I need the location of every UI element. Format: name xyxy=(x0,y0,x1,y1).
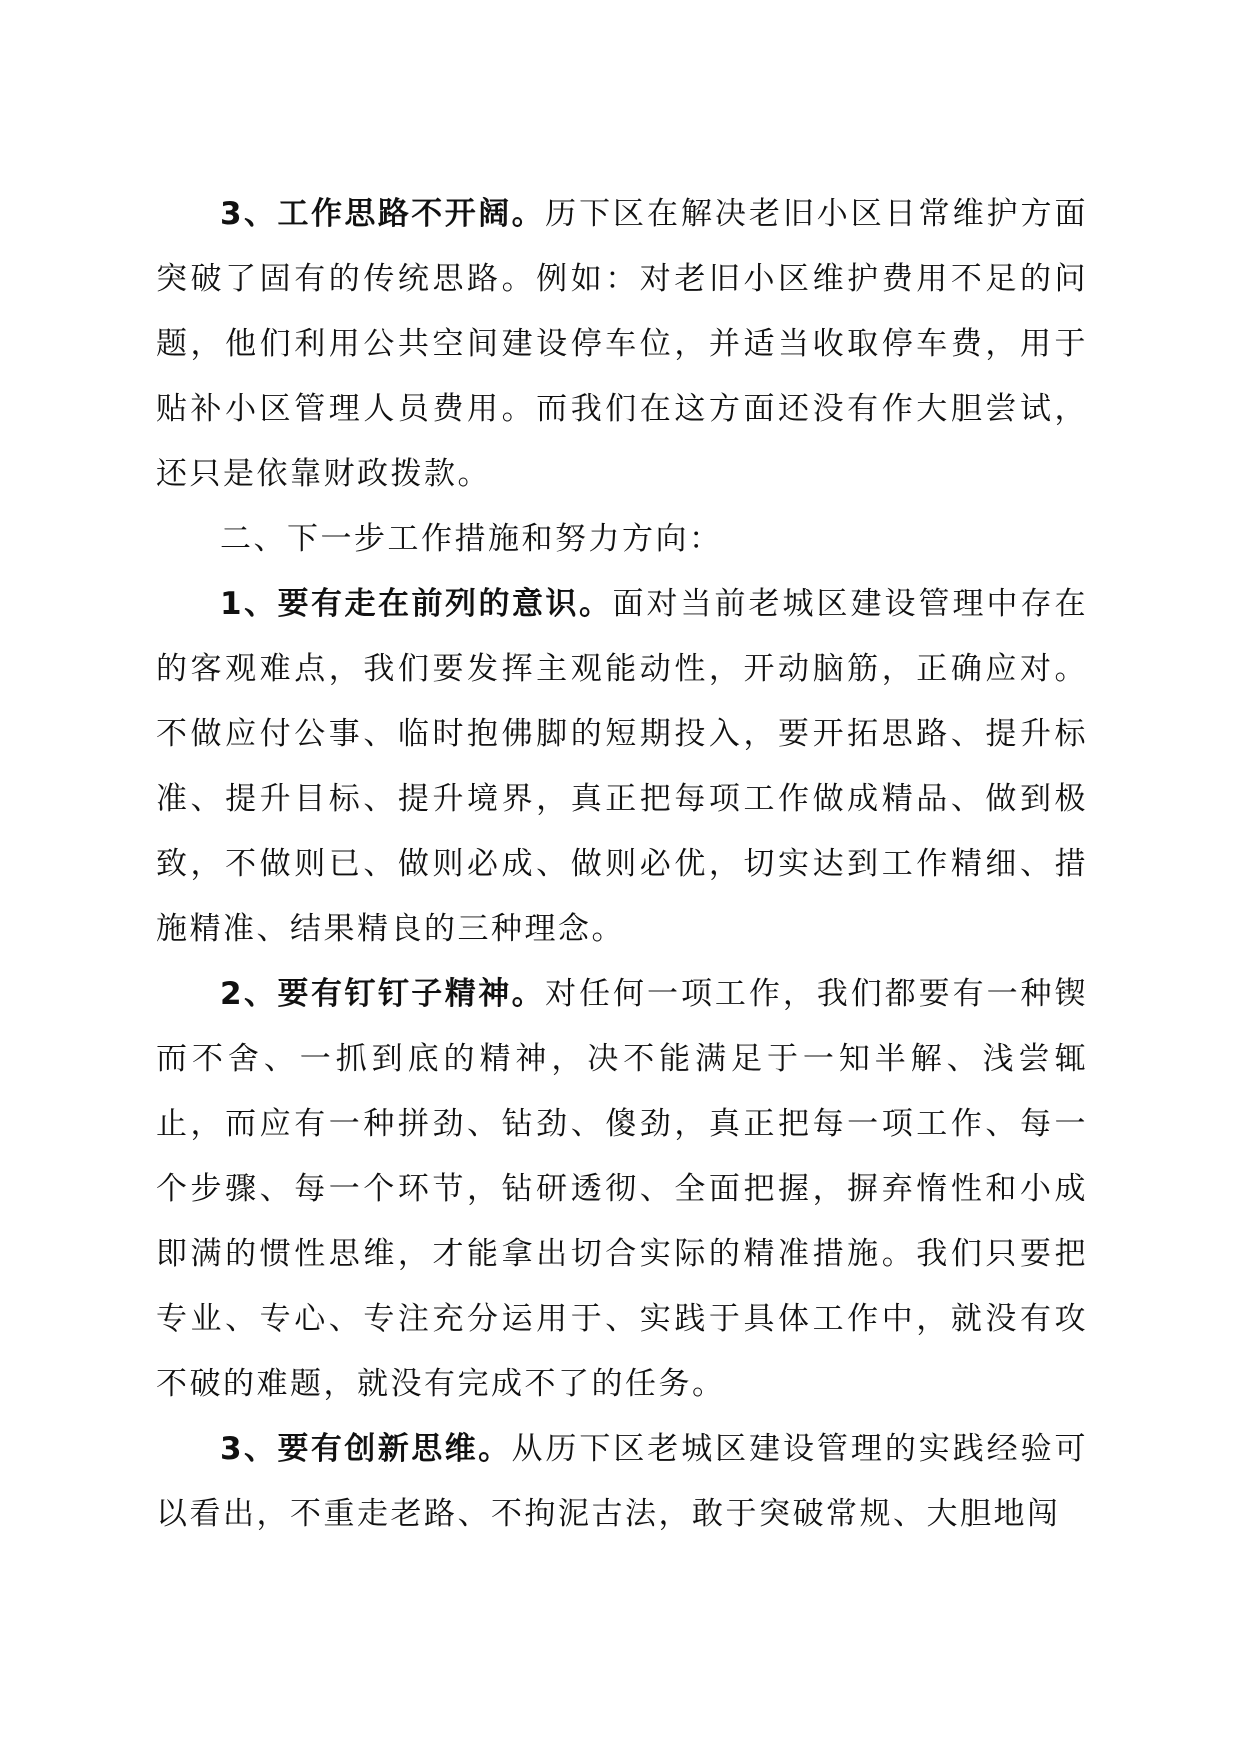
paragraph-lead: 3、工作思路不开阔。 xyxy=(220,196,546,232)
paragraph-text: 历下区在解决老旧小区日常维护方面突破了固有的传统思路。例如：对老旧小区维护费用不足的问题，他们利用公共空间建设停车位，并适当收取停车费，用于贴补小区管理人员费用。而我们在这方面还没有作大胆尝试，还只是依靠财政拨款。 xyxy=(156,196,1088,492)
paragraph-work-approach xyxy=(156,182,1088,507)
paragraph-text: 从历下区老城区建设管理的实践经验可以看出，不重走老路、不拘泥古法，敢于突破常规、大胆地闯 xyxy=(156,1431,1089,1532)
paragraph-lead: 3、要有创新思维。 xyxy=(220,1431,512,1467)
section-heading-next-steps xyxy=(156,507,1088,572)
paragraph-innovation xyxy=(156,1417,1088,1547)
paragraph-text: 对任何一项工作，我们都要有一种锲而不舍、一抓到底的精神，决不能满足于一知半解、浅尝辄止，而应有一种拼劲、钻劲、傻劲，真正把每一项工作、每一个步骤、每一个环节，钻研透彻、全面把握，摒弃惰性和小成即满的惯性思维，才能拿出切合实际的精准措施。我们只要把专业、专心、专注充分运用于、实践于具体工作中，就没有攻不破的难题，就没有完成不了的任务。 xyxy=(156,976,1088,1402)
section-heading-text: 二、下一步工作措施和努力方向： xyxy=(220,521,723,557)
paragraph-persistence xyxy=(156,962,1088,1417)
paragraph-lead: 2、要有钉钉子精神。 xyxy=(220,976,546,1012)
document-body xyxy=(156,182,1088,1547)
paragraph-text: 面对当前老城区建设管理中存在的客观难点，我们要发挥主观能动性，开动脑筋，正确应对。不做应付公事、临时抱佛脚的短期投入，要开拓思路、提升标准、提升目标、提升境界，真正把每项工作做成精品、做到极致，不做则已、做则必成、做则必优，切实达到工作精细、措施精准、结果精良的三种理念。 xyxy=(156,586,1088,947)
paragraph-leading-awareness xyxy=(156,572,1088,962)
paragraph-lead: 1、要有走在前列的意识。 xyxy=(220,586,613,622)
